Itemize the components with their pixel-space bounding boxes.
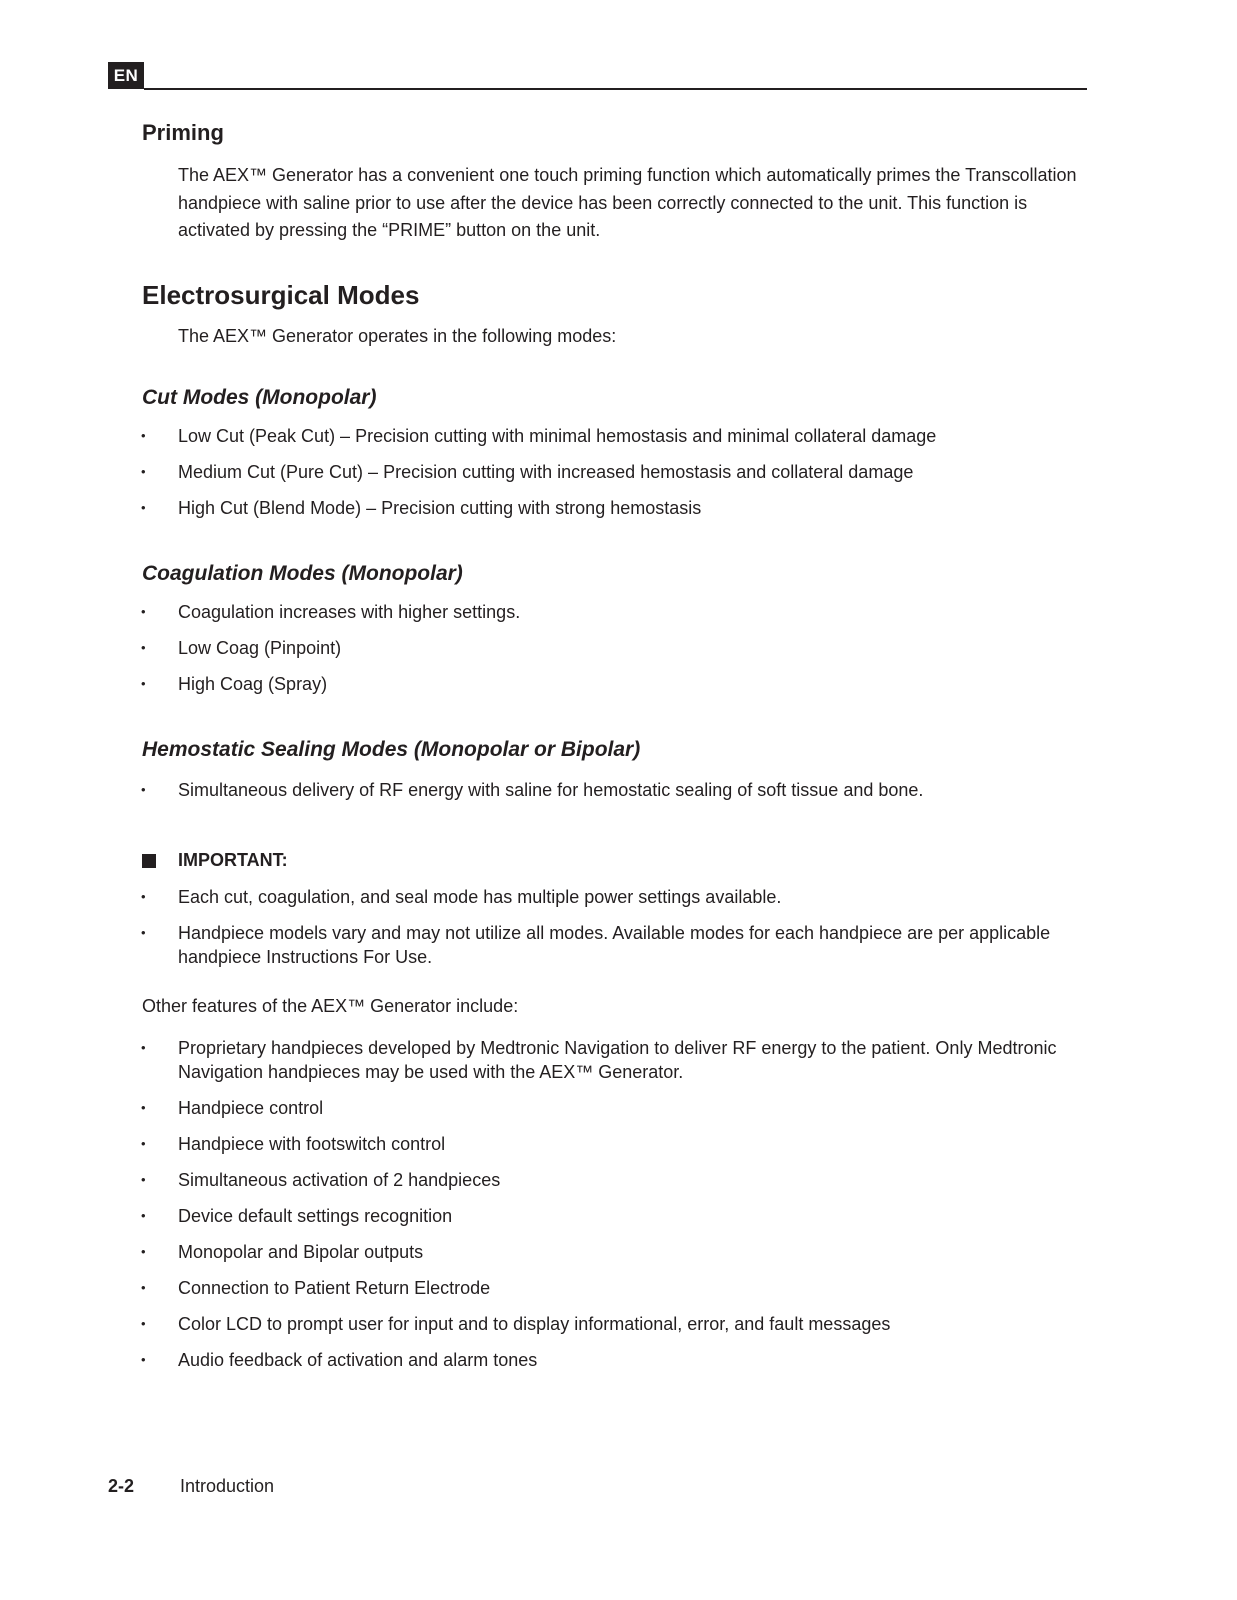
list-item: • Each cut, coagulation, and seal mode has multiple power settings available. [0, 885, 1078, 909]
section-name: Introduction [180, 1476, 275, 1496]
list-item: • Connection to Patient Return Electrode [0, 1276, 1078, 1300]
language-badge: EN [108, 62, 144, 89]
square-icon [142, 854, 156, 868]
modes-heading: Electrosurgical Modes [142, 280, 420, 310]
header-rule [144, 88, 1087, 90]
list-item: • Low Coag (Pinpoint) [0, 636, 1078, 660]
features-intro: Other features of the AEX™ Generator include: [142, 996, 519, 1016]
important-label: IMPORTANT: [178, 850, 288, 870]
list-item: • Coagulation increases with higher settings. [0, 600, 1078, 624]
list-item: • Simultaneous activation of 2 handpieces [0, 1168, 1078, 1192]
coag-modes-list [0, 600, 1100, 708]
modes-intro: The AEX™ Generator operates in the following modes: [178, 326, 617, 346]
priming-paragraph: The AEX™ Generator has a convenient one touch priming function which automatically primes the Transcollation handpiece with saline prior to use after the device has been correctly connected to the unit. This function is activated by pressing the “PRIME” button on the unit. [178, 165, 1077, 240]
list-item: • Medium Cut (Pure Cut) – Precision cutting with increased hemostasis and collateral damage [0, 460, 1078, 484]
list-item: • High Cut (Blend Mode) – Precision cutting with strong hemostasis [0, 496, 1078, 520]
list-item: • Color LCD to prompt user for input and to display informational, error, and fault messages [0, 1312, 1078, 1336]
cut-modes-heading: Cut Modes (Monopolar) [142, 386, 377, 409]
list-item: • Audio feedback of activation and alarm tones [0, 1348, 1078, 1372]
priming-heading: Priming [142, 120, 224, 145]
seal-modes-heading: Hemostatic Sealing Modes (Monopolar or Bipolar) [142, 738, 641, 761]
list-item: • Handpiece control [0, 1096, 1078, 1120]
list-item: • Proprietary handpieces developed by Medtronic Navigation to deliver RF energy to the patient. Only Medtronic Navigation handpieces may be used with the AEX™ Generator. [0, 1036, 1078, 1084]
page-footer [108, 1476, 274, 1497]
list-item: • Monopolar and Bipolar outputs [0, 1240, 1078, 1264]
list-item: • Handpiece models vary and may not utilize all modes. Available modes for each handpiece are per applicable handpiece Instructions For Use. [0, 921, 1078, 969]
list-item: • Simultaneous delivery of RF energy with saline for hemostatic sealing of soft tissue and bone. [0, 778, 1078, 802]
features-list [0, 1036, 1100, 1384]
coag-modes-heading: Coagulation Modes (Monopolar) [142, 562, 463, 585]
important-note-label [142, 850, 288, 871]
list-item: • Low Cut (Peak Cut) – Precision cutting with minimal hemostasis and minimal collateral damage [0, 424, 1078, 448]
list-item: • High Coag (Spray) [0, 672, 1078, 696]
list-item: • Handpiece with footswitch control [0, 1132, 1078, 1156]
page-number: 2-2 [108, 1476, 135, 1496]
list-item: • Device default settings recognition [0, 1204, 1078, 1228]
seal-modes-list [0, 778, 1100, 814]
cut-modes-list [0, 424, 1100, 532]
important-list [0, 885, 1100, 981]
